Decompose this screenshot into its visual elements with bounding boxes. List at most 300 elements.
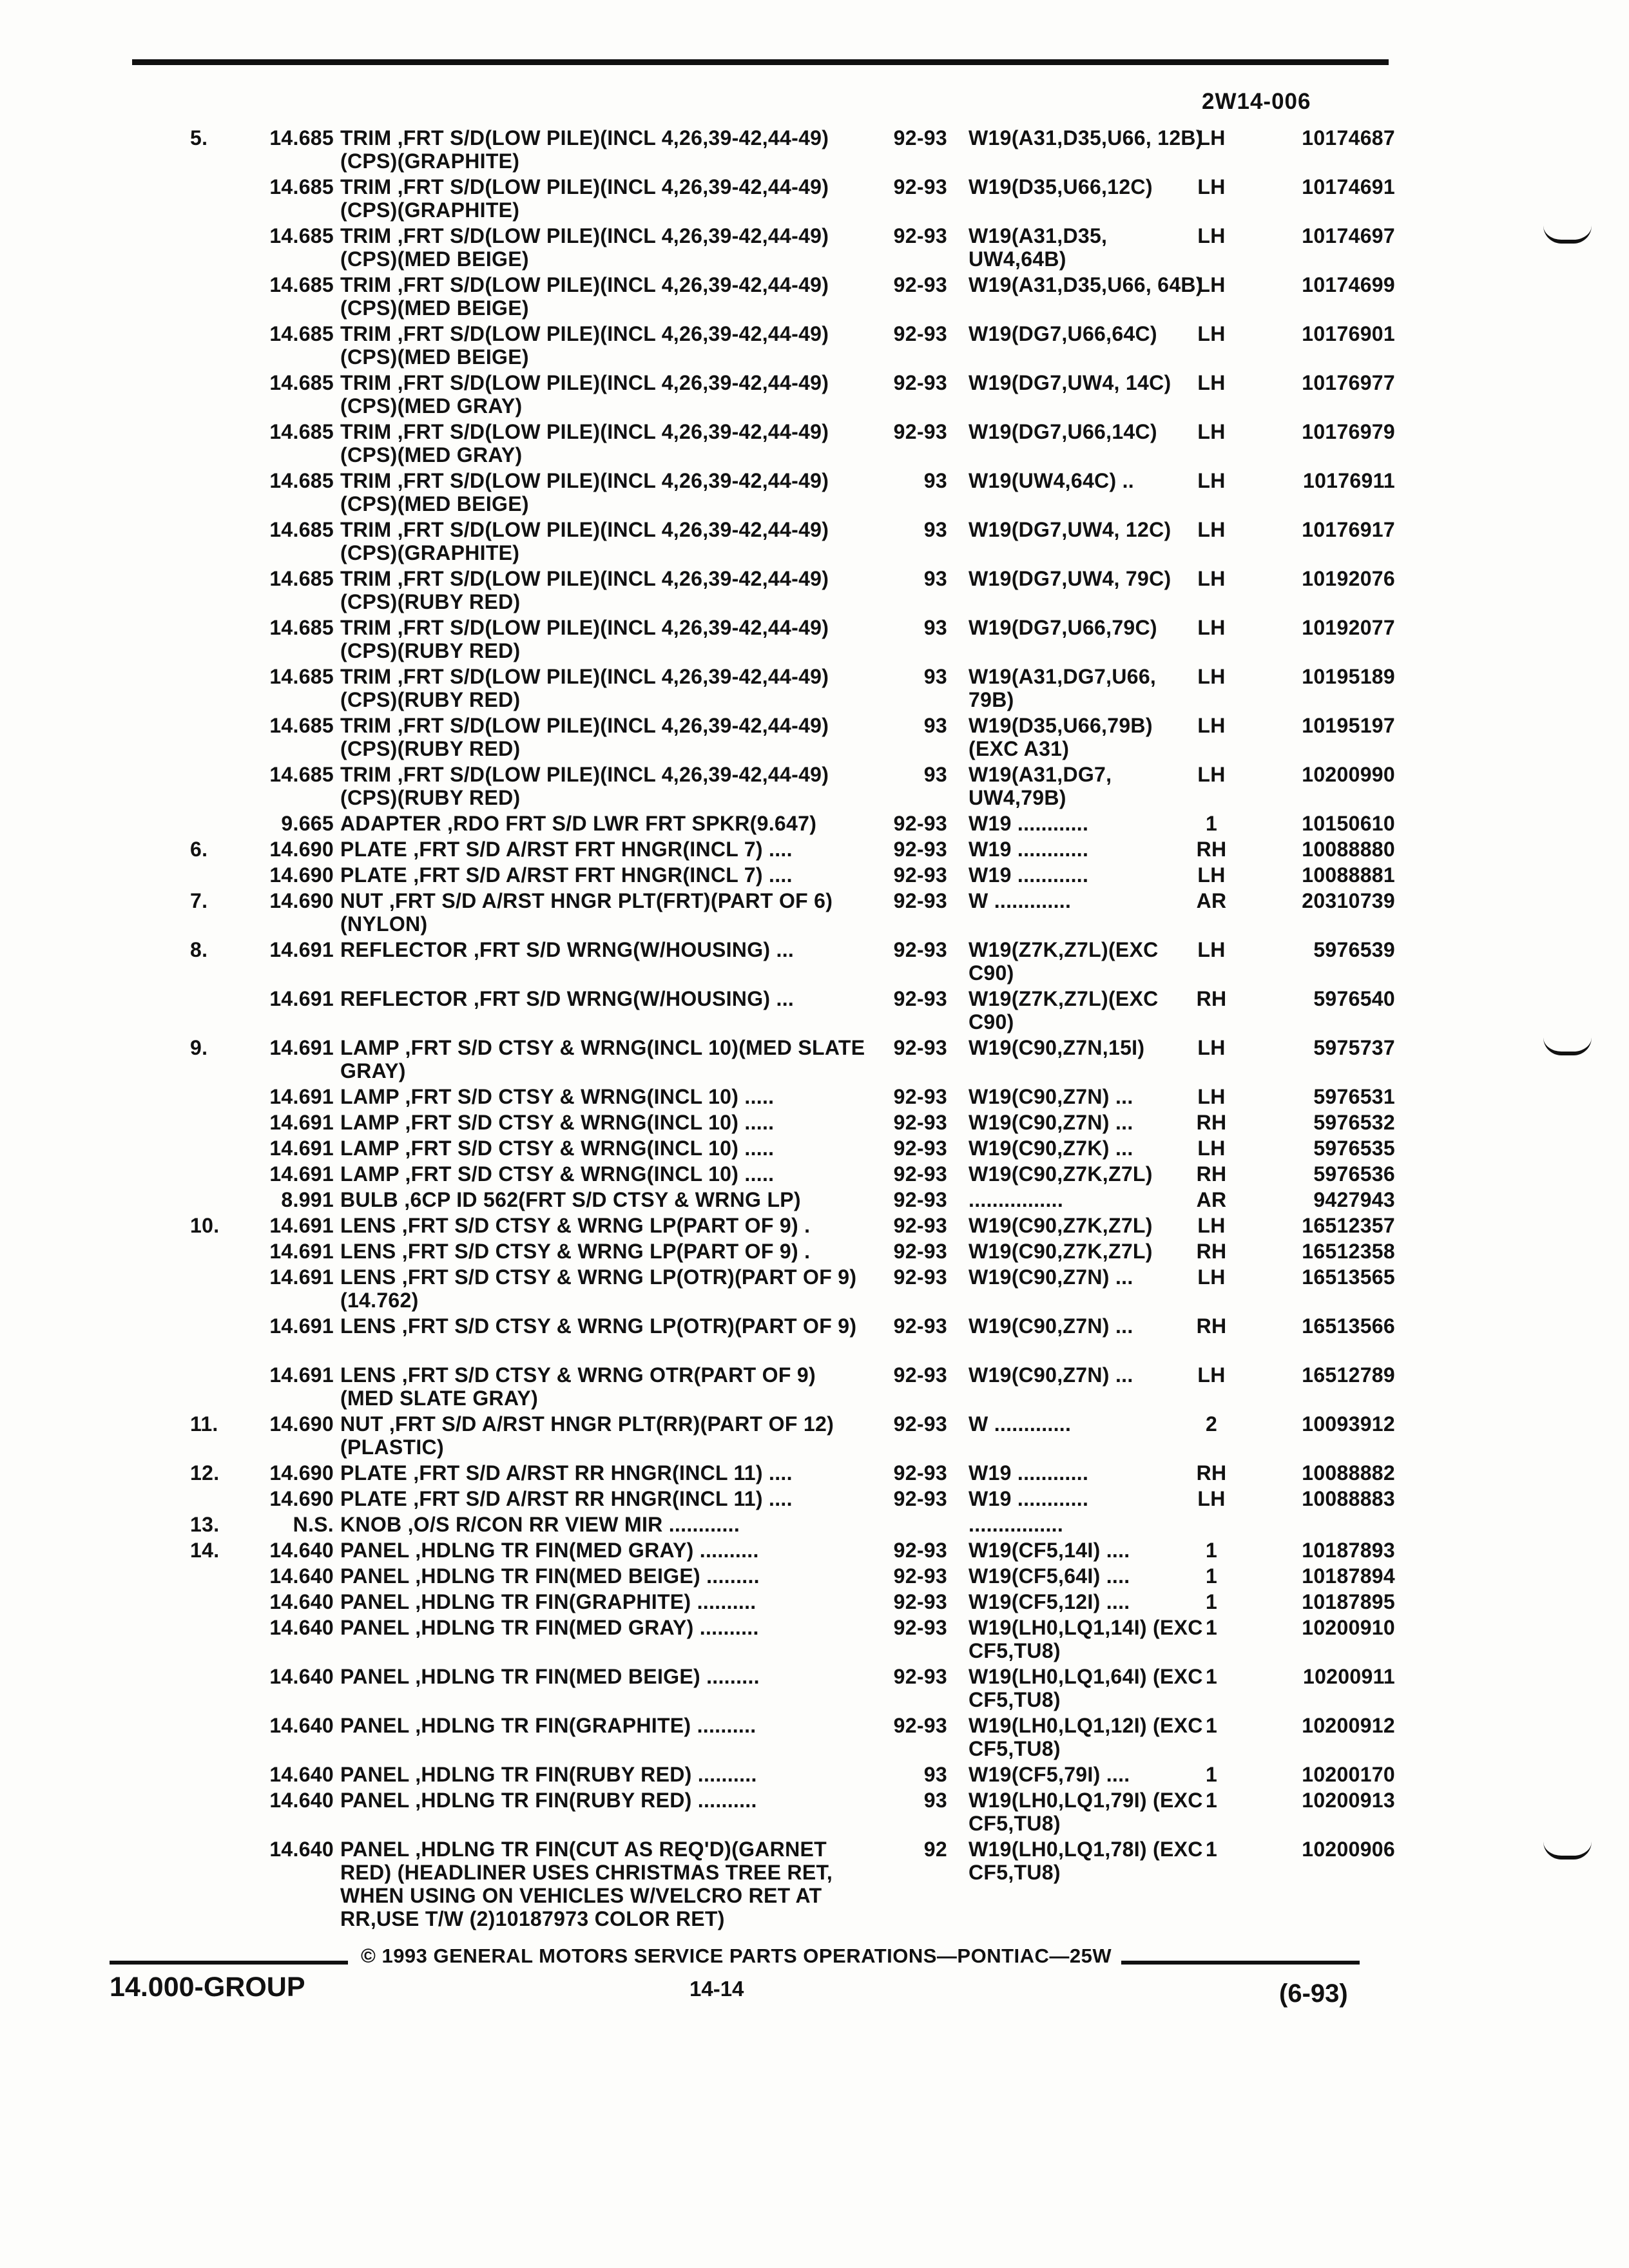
part-row bbox=[0, 371, 1629, 418]
group-number: 14.685 bbox=[269, 224, 334, 247]
model-years: 93 bbox=[923, 469, 947, 492]
description: LAMP ,FRT S/D CTSY & WRNG(INCL 10) ..... bbox=[340, 1162, 775, 1186]
application: W19(C90,Z7K) ... bbox=[969, 1137, 1133, 1160]
part-row bbox=[0, 1137, 1629, 1160]
part-row bbox=[0, 1265, 1629, 1312]
part-row bbox=[0, 1714, 1629, 1760]
application: W19(D35,U66,12C) bbox=[969, 175, 1153, 198]
model-years: 92-93 bbox=[893, 1214, 947, 1237]
model-years: 92-93 bbox=[893, 371, 947, 394]
application: W19(LH0,LQ1,79I) (EXC CF5,TU8) bbox=[969, 1789, 1203, 1835]
quantity: LH bbox=[1197, 938, 1226, 961]
part-number: 10150610 bbox=[1302, 812, 1395, 835]
group-number: 14.690 bbox=[269, 863, 334, 887]
quantity: LH bbox=[1197, 714, 1226, 737]
part-number: 16513565 bbox=[1302, 1265, 1395, 1289]
part-row bbox=[0, 1162, 1629, 1186]
group-number: N.S. bbox=[293, 1513, 334, 1536]
application: W19(DG7,U66,79C) bbox=[969, 616, 1157, 639]
model-years: 92-93 bbox=[893, 1036, 947, 1059]
model-years: 92-93 bbox=[893, 1487, 947, 1510]
description: REFLECTOR ,FRT S/D WRNG(W/HOUSING) ... bbox=[340, 987, 795, 1010]
part-row bbox=[0, 224, 1629, 271]
quantity: 1 bbox=[1205, 1838, 1218, 1861]
application: W19(Z7K,Z7L)(EXC C90) bbox=[969, 987, 1159, 1033]
application: W19(C90,Z7K,Z7L) bbox=[969, 1162, 1153, 1186]
group-number: 14.640 bbox=[269, 1539, 334, 1562]
part-number: 10176917 bbox=[1302, 518, 1395, 541]
description: TRIM ,FRT S/D(LOW PILE)(INCL 4,26,39-42,44-49)(CPS)(MED GRAY) bbox=[340, 371, 829, 418]
description: PLATE ,FRT S/D A/RST FRT HNGR(INCL 7) .... bbox=[340, 863, 793, 887]
group-number: 14.691 bbox=[269, 1137, 334, 1160]
application: W19(C90,Z7K,Z7L) bbox=[969, 1240, 1153, 1263]
description: BULB ,6CP ID 562(FRT S/D CTSY & WRNG LP) bbox=[340, 1188, 801, 1211]
model-years: 92-93 bbox=[893, 1412, 947, 1436]
model-years: 92-93 bbox=[893, 322, 947, 345]
description: LENS ,FRT S/D CTSY & WRNG OTR(PART OF 9) (MED SLATE GRAY) bbox=[340, 1363, 816, 1410]
group-number: 9.665 bbox=[281, 812, 334, 835]
part-number: 10174691 bbox=[1302, 175, 1395, 198]
application: W19(CF5,64I) .... bbox=[969, 1564, 1130, 1588]
group-number: 14.640 bbox=[269, 1763, 334, 1786]
part-number: 5976539 bbox=[1313, 938, 1395, 961]
quantity: AR bbox=[1196, 889, 1227, 912]
part-row bbox=[0, 1590, 1629, 1613]
application: W19(LH0,LQ1,78I) (EXC CF5,TU8) bbox=[969, 1838, 1203, 1884]
part-row bbox=[0, 1539, 1629, 1562]
part-row bbox=[0, 518, 1629, 564]
description: TRIM ,FRT S/D(LOW PILE)(INCL 4,26,39-42,44-49)(CPS)(GRAPHITE) bbox=[340, 175, 829, 222]
description: PLATE ,FRT S/D A/RST FRT HNGR(INCL 7) .... bbox=[340, 838, 793, 861]
part-number: 10200911 bbox=[1302, 1665, 1395, 1688]
part-number: 10088883 bbox=[1302, 1487, 1395, 1510]
part-number: 9427943 bbox=[1313, 1188, 1395, 1211]
part-number: 20310739 bbox=[1302, 889, 1395, 912]
description: LENS ,FRT S/D CTSY & WRNG LP(PART OF 9) . bbox=[340, 1240, 811, 1263]
page-code: 2W14-006 bbox=[1202, 89, 1311, 114]
application: W19(CF5,12I) .... bbox=[969, 1590, 1130, 1613]
model-years: 92-93 bbox=[893, 1265, 947, 1289]
part-number: 10088881 bbox=[1302, 863, 1395, 887]
description: TRIM ,FRT S/D(LOW PILE)(INCL 4,26,39-42,44-49)(CPS)(RUBY RED) bbox=[340, 665, 829, 711]
ref-number: 5. bbox=[190, 126, 208, 149]
part-number: 10176977 bbox=[1302, 371, 1395, 394]
description: PANEL ,HDLNG TR FIN(MED BEIGE) ......... bbox=[340, 1564, 760, 1588]
description: LENS ,FRT S/D CTSY & WRNG LP(PART OF 9) . bbox=[340, 1214, 811, 1237]
group-number: 14.691 bbox=[269, 1111, 334, 1134]
quantity: LH bbox=[1197, 1214, 1226, 1237]
part-number: 5976532 bbox=[1313, 1111, 1395, 1134]
model-years: 92-93 bbox=[893, 1363, 947, 1387]
application: W19(CF5,14I) .... bbox=[969, 1539, 1130, 1562]
application: W19(C90,Z7N) ... bbox=[969, 1314, 1133, 1338]
part-row bbox=[0, 567, 1629, 613]
model-years: 92 bbox=[923, 1838, 947, 1861]
model-years: 92-93 bbox=[893, 1240, 947, 1263]
group-number: 14.691 bbox=[269, 1214, 334, 1237]
model-years: 92-93 bbox=[893, 1590, 947, 1613]
part-row bbox=[0, 889, 1629, 936]
quantity: AR bbox=[1196, 1188, 1227, 1211]
quantity: LH bbox=[1197, 665, 1226, 688]
part-number: 16512357 bbox=[1302, 1214, 1395, 1237]
group-number: 14.690 bbox=[269, 1461, 334, 1485]
application: W19(C90,Z7K,Z7L) bbox=[969, 1214, 1153, 1237]
description: LAMP ,FRT S/D CTSY & WRNG(INCL 10) ..... bbox=[340, 1085, 775, 1108]
application: W19 ............ bbox=[969, 838, 1089, 861]
quantity: LH bbox=[1197, 322, 1226, 345]
quantity: LH bbox=[1197, 1137, 1226, 1160]
description: TRIM ,FRT S/D(LOW PILE)(INCL 4,26,39-42,44-49)(CPS)(MED BEIGE) bbox=[340, 224, 829, 271]
quantity: RH bbox=[1196, 1240, 1227, 1263]
parts-list bbox=[0, 126, 1629, 1930]
part-row bbox=[0, 175, 1629, 222]
quantity: LH bbox=[1197, 1363, 1226, 1387]
description: PANEL ,HDLNG TR FIN(MED GRAY) .......... bbox=[340, 1539, 759, 1562]
part-row bbox=[0, 1314, 1629, 1361]
quantity: 1 bbox=[1205, 1763, 1218, 1786]
group-number: 8.991 bbox=[281, 1188, 334, 1211]
group-number: 14.685 bbox=[269, 469, 334, 492]
model-years: 92-93 bbox=[893, 1564, 947, 1588]
part-row bbox=[0, 1188, 1629, 1211]
part-number: 10187893 bbox=[1302, 1539, 1395, 1562]
part-row bbox=[0, 273, 1629, 320]
footer-rule-left bbox=[110, 1961, 348, 1965]
quantity: LH bbox=[1197, 616, 1226, 639]
group-number: 14.691 bbox=[269, 1314, 334, 1338]
model-years: 92-93 bbox=[893, 420, 947, 443]
application: W19(C90,Z7N) ... bbox=[969, 1111, 1133, 1134]
quantity: RH bbox=[1196, 838, 1227, 861]
model-years: 92-93 bbox=[893, 1665, 947, 1688]
part-row bbox=[0, 469, 1629, 515]
part-number: 10187895 bbox=[1302, 1590, 1395, 1613]
part-row bbox=[0, 1564, 1629, 1588]
part-row bbox=[0, 1240, 1629, 1263]
ref-number: 6. bbox=[190, 838, 208, 861]
part-number: 16513566 bbox=[1302, 1314, 1395, 1338]
ref-number: 7. bbox=[190, 889, 208, 912]
description: PANEL ,HDLNG TR FIN(MED BEIGE) ......... bbox=[340, 1665, 760, 1688]
application: W19(DG7,U66,14C) bbox=[969, 420, 1157, 443]
quantity: RH bbox=[1196, 1314, 1227, 1338]
part-number: 10187894 bbox=[1302, 1564, 1395, 1588]
description: TRIM ,FRT S/D(LOW PILE)(INCL 4,26,39-42,44-49)(CPS)(MED GRAY) bbox=[340, 420, 829, 466]
part-number: 10176911 bbox=[1302, 469, 1395, 492]
group-number: 14.640 bbox=[269, 1590, 334, 1613]
model-years: 92-93 bbox=[893, 273, 947, 296]
quantity: 1 bbox=[1205, 1564, 1218, 1588]
model-years: 93 bbox=[923, 763, 947, 786]
model-years: 92-93 bbox=[893, 1162, 947, 1186]
description: PLATE ,FRT S/D A/RST RR HNGR(INCL 11) .... bbox=[340, 1487, 793, 1510]
part-row bbox=[0, 665, 1629, 711]
part-number: 10088880 bbox=[1302, 838, 1395, 861]
part-row bbox=[0, 812, 1629, 835]
part-row bbox=[0, 987, 1629, 1033]
part-row bbox=[0, 1513, 1629, 1536]
application: W19 ............ bbox=[969, 812, 1089, 835]
footer-date-code: (6-93) bbox=[1279, 1979, 1348, 2008]
ref-number: 8. bbox=[190, 938, 208, 961]
ref-number: 9. bbox=[190, 1036, 208, 1059]
quantity: LH bbox=[1197, 1036, 1226, 1059]
part-number: 10200906 bbox=[1302, 1838, 1395, 1861]
application: W19(A31,D35,U66, 12B) bbox=[969, 126, 1203, 149]
quantity: LH bbox=[1197, 763, 1226, 786]
model-years: 92-93 bbox=[893, 224, 947, 247]
part-row bbox=[0, 420, 1629, 466]
application: W19(C90,Z7N) ... bbox=[969, 1265, 1133, 1289]
quantity: LH bbox=[1197, 469, 1226, 492]
group-number: 14.691 bbox=[269, 1162, 334, 1186]
part-number: 10176901 bbox=[1302, 322, 1395, 345]
model-years: 93 bbox=[923, 665, 947, 688]
group-number: 14.691 bbox=[269, 1363, 334, 1387]
application: W19(C90,Z7N) ... bbox=[969, 1085, 1133, 1108]
quantity: LH bbox=[1197, 518, 1226, 541]
description: LAMP ,FRT S/D CTSY & WRNG(INCL 10)(MED SLATE GRAY) bbox=[340, 1036, 865, 1082]
description: LAMP ,FRT S/D CTSY & WRNG(INCL 10) ..... bbox=[340, 1137, 775, 1160]
part-number: 10174687 bbox=[1302, 126, 1395, 149]
part-row bbox=[0, 1085, 1629, 1108]
group-number: 14.691 bbox=[269, 938, 334, 961]
description: PANEL ,HDLNG TR FIN(CUT AS REQ'D)(GARNET RED) (HEADLINER USES CHRISTMAS TREE RET, WHEN USING ON VEHICLES W/VELCRO RET AT RR,USE T/W (2)10187973 COLOR RET) bbox=[340, 1838, 833, 1930]
quantity: 1 bbox=[1205, 812, 1218, 835]
part-number: 5975737 bbox=[1313, 1036, 1395, 1059]
model-years: 93 bbox=[923, 1763, 947, 1786]
quantity: LH bbox=[1197, 567, 1226, 590]
footer-group: 14.000-GROUP bbox=[110, 1972, 305, 2003]
group-number: 14.690 bbox=[269, 1412, 334, 1436]
quantity: LH bbox=[1197, 273, 1226, 296]
model-years: 92-93 bbox=[893, 126, 947, 149]
quantity: LH bbox=[1197, 126, 1226, 149]
model-years: 93 bbox=[923, 1789, 947, 1812]
group-number: 14.690 bbox=[269, 889, 334, 912]
application: W19(DG7,U66,64C) bbox=[969, 322, 1157, 345]
description: NUT ,FRT S/D A/RST HNGR PLT(FRT)(PART OF 6)(NYLON) bbox=[340, 889, 833, 936]
part-number: 10200913 bbox=[1302, 1789, 1395, 1812]
part-row bbox=[0, 126, 1629, 173]
part-row bbox=[0, 1461, 1629, 1485]
description: PLATE ,FRT S/D A/RST RR HNGR(INCL 11) .... bbox=[340, 1461, 793, 1485]
group-number: 14.685 bbox=[269, 175, 334, 198]
application: W19(DG7,UW4, 12C) bbox=[969, 518, 1171, 541]
application: W19(Z7K,Z7L)(EXC C90) bbox=[969, 938, 1159, 985]
description: LENS ,FRT S/D CTSY & WRNG LP(OTR)(PART OF 9) bbox=[340, 1314, 857, 1338]
part-number: 10093912 bbox=[1302, 1412, 1395, 1436]
part-number: 5976535 bbox=[1313, 1137, 1395, 1160]
part-number: 10192076 bbox=[1302, 567, 1395, 590]
ref-number: 10. bbox=[190, 1214, 220, 1237]
description: PANEL ,HDLNG TR FIN(MED GRAY) .......... bbox=[340, 1616, 759, 1639]
group-number: 14.685 bbox=[269, 518, 334, 541]
group-number: 14.685 bbox=[269, 126, 334, 149]
group-number: 14.691 bbox=[269, 1036, 334, 1059]
ref-number: 12. bbox=[190, 1461, 220, 1485]
group-number: 14.685 bbox=[269, 371, 334, 394]
part-number: 16512789 bbox=[1302, 1363, 1395, 1387]
part-number: 16512358 bbox=[1302, 1240, 1395, 1263]
description: PANEL ,HDLNG TR FIN(RUBY RED) .......... bbox=[340, 1763, 757, 1786]
model-years: 92-93 bbox=[893, 1714, 947, 1737]
group-number: 14.685 bbox=[269, 273, 334, 296]
quantity: RH bbox=[1196, 1162, 1227, 1186]
description: TRIM ,FRT S/D(LOW PILE)(INCL 4,26,39-42,44-49)(CPS)(GRAPHITE) bbox=[340, 518, 829, 564]
model-years: 93 bbox=[923, 518, 947, 541]
part-row bbox=[0, 322, 1629, 369]
quantity: RH bbox=[1196, 1111, 1227, 1134]
group-number: 14.690 bbox=[269, 1487, 334, 1510]
quantity: 1 bbox=[1205, 1665, 1218, 1688]
application: W19(DG7,UW4, 14C) bbox=[969, 371, 1171, 394]
model-years: 92-93 bbox=[893, 1085, 947, 1108]
model-years: 93 bbox=[923, 567, 947, 590]
part-number: 10195197 bbox=[1302, 714, 1395, 737]
application: W19(C90,Z7N) ... bbox=[969, 1363, 1133, 1387]
ref-number: 14. bbox=[190, 1539, 220, 1562]
application: W ............. bbox=[969, 889, 1072, 912]
application: W19(A31,DG7, UW4,79B) bbox=[969, 763, 1112, 809]
application: W19 ............ bbox=[969, 1461, 1089, 1485]
model-years: 92-93 bbox=[893, 812, 947, 835]
quantity: LH bbox=[1197, 224, 1226, 247]
model-years: 92-93 bbox=[893, 175, 947, 198]
part-row bbox=[0, 1363, 1629, 1410]
part-number: 10174699 bbox=[1302, 273, 1395, 296]
footer-page-number: 14-14 bbox=[689, 1977, 744, 2001]
group-number: 14.685 bbox=[269, 665, 334, 688]
group-number: 14.691 bbox=[269, 987, 334, 1010]
group-number: 14.640 bbox=[269, 1616, 334, 1639]
description: LENS ,FRT S/D CTSY & WRNG LP(OTR)(PART OF 9)(14.762) bbox=[340, 1265, 857, 1312]
part-row bbox=[0, 838, 1629, 861]
model-years: 92-93 bbox=[893, 889, 947, 912]
description: TRIM ,FRT S/D(LOW PILE)(INCL 4,26,39-42,44-49)(CPS)(RUBY RED) bbox=[340, 763, 829, 809]
quantity: LH bbox=[1197, 420, 1226, 443]
quantity: LH bbox=[1197, 371, 1226, 394]
group-number: 14.685 bbox=[269, 763, 334, 786]
group-number: 14.690 bbox=[269, 838, 334, 861]
quantity: 1 bbox=[1205, 1616, 1218, 1639]
quantity: LH bbox=[1197, 1265, 1226, 1289]
model-years: 92-93 bbox=[893, 863, 947, 887]
quantity: 1 bbox=[1205, 1714, 1218, 1737]
part-number: 10200910 bbox=[1302, 1616, 1395, 1639]
application: W19(A31,D35,U66, 64B) bbox=[969, 273, 1203, 296]
application: W19 ............ bbox=[969, 863, 1089, 887]
description: ADAPTER ,RDO FRT S/D LWR FRT SPKR(9.647) bbox=[340, 812, 817, 835]
part-row bbox=[0, 1789, 1629, 1835]
application: W19(LH0,LQ1,12I) (EXC CF5,TU8) bbox=[969, 1714, 1203, 1760]
group-number: 14.691 bbox=[269, 1265, 334, 1289]
part-number: 10200990 bbox=[1302, 763, 1395, 786]
part-number: 5976540 bbox=[1313, 987, 1395, 1010]
description: REFLECTOR ,FRT S/D WRNG(W/HOUSING) ... bbox=[340, 938, 795, 961]
group-number: 14.691 bbox=[269, 1240, 334, 1263]
quantity: LH bbox=[1197, 175, 1226, 198]
model-years: 92-93 bbox=[893, 1539, 947, 1562]
part-row bbox=[0, 1665, 1629, 1711]
part-row bbox=[0, 1111, 1629, 1134]
model-years: 92-93 bbox=[893, 1111, 947, 1134]
part-row bbox=[0, 1838, 1629, 1930]
group-number: 14.640 bbox=[269, 1838, 334, 1861]
model-years: 92-93 bbox=[893, 938, 947, 961]
part-row bbox=[0, 616, 1629, 662]
quantity: LH bbox=[1197, 1085, 1226, 1108]
group-number: 14.640 bbox=[269, 1665, 334, 1688]
group-number: 14.685 bbox=[269, 567, 334, 590]
group-number: 14.685 bbox=[269, 322, 334, 345]
part-row bbox=[0, 863, 1629, 887]
description: LAMP ,FRT S/D CTSY & WRNG(INCL 10) ..... bbox=[340, 1111, 775, 1134]
model-years: 92-93 bbox=[893, 1314, 947, 1338]
part-number: 10192077 bbox=[1302, 616, 1395, 639]
footer-copyright: © 1993 GENERAL MOTORS SERVICE PARTS OPERATIONS—PONTIAC—25W bbox=[361, 1945, 1112, 1967]
model-years: 93 bbox=[923, 616, 947, 639]
model-years: 92-93 bbox=[893, 1616, 947, 1639]
part-number: 10174697 bbox=[1302, 224, 1395, 247]
description: TRIM ,FRT S/D(LOW PILE)(INCL 4,26,39-42,44-49)(CPS)(RUBY RED) bbox=[340, 714, 829, 760]
part-row bbox=[0, 763, 1629, 809]
part-row bbox=[0, 1214, 1629, 1237]
group-number: 14.640 bbox=[269, 1714, 334, 1737]
part-row bbox=[0, 1036, 1629, 1082]
description: TRIM ,FRT S/D(LOW PILE)(INCL 4,26,39-42,44-49)(CPS)(MED BEIGE) bbox=[340, 273, 829, 320]
group-number: 14.685 bbox=[269, 714, 334, 737]
part-number: 5976531 bbox=[1313, 1085, 1395, 1108]
application: W19(UW4,64C) .. bbox=[969, 469, 1134, 492]
description: TRIM ,FRT S/D(LOW PILE)(INCL 4,26,39-42,44-49)(CPS)(MED BEIGE) bbox=[340, 469, 829, 515]
part-row bbox=[0, 1487, 1629, 1510]
model-years: 92-93 bbox=[893, 1188, 947, 1211]
application: W19(D35,U66,79B) (EXC A31) bbox=[969, 714, 1153, 760]
description: TRIM ,FRT S/D(LOW PILE)(INCL 4,26,39-42,44-49)(CPS)(GRAPHITE) bbox=[340, 126, 829, 173]
quantity: RH bbox=[1196, 1461, 1227, 1485]
application: W19(DG7,UW4, 79C) bbox=[969, 567, 1171, 590]
part-row bbox=[0, 1412, 1629, 1459]
group-number: 14.640 bbox=[269, 1789, 334, 1812]
application: W19(CF5,79I) .... bbox=[969, 1763, 1130, 1786]
application: ................ bbox=[969, 1188, 1064, 1211]
footer-rule-right bbox=[1121, 1961, 1360, 1965]
model-years: 92-93 bbox=[893, 1137, 947, 1160]
description: TRIM ,FRT S/D(LOW PILE)(INCL 4,26,39-42,44-49)(CPS)(MED BEIGE) bbox=[340, 322, 829, 369]
application: W19(LH0,LQ1,14I) (EXC CF5,TU8) bbox=[969, 1616, 1203, 1662]
ref-number: 13. bbox=[190, 1513, 220, 1536]
description: PANEL ,HDLNG TR FIN(GRAPHITE) .......... bbox=[340, 1590, 757, 1613]
part-number: 10200170 bbox=[1302, 1763, 1395, 1786]
part-number: 10176979 bbox=[1302, 420, 1395, 443]
application: W19(C90,Z7N,15I) bbox=[969, 1036, 1145, 1059]
ref-number: 11. bbox=[190, 1412, 218, 1436]
part-number: 10088882 bbox=[1302, 1461, 1395, 1485]
top-rule bbox=[132, 59, 1389, 65]
group-number: 14.691 bbox=[269, 1085, 334, 1108]
application: W19(A31,D35, UW4,64B) bbox=[969, 224, 1108, 271]
description: PANEL ,HDLNG TR FIN(GRAPHITE) .......... bbox=[340, 1714, 757, 1737]
quantity: 2 bbox=[1205, 1412, 1218, 1436]
description: TRIM ,FRT S/D(LOW PILE)(INCL 4,26,39-42,44-49)(CPS)(RUBY RED) bbox=[340, 616, 829, 662]
description: NUT ,FRT S/D A/RST HNGR PLT(RR)(PART OF 12)(PLASTIC) bbox=[340, 1412, 834, 1459]
model-years: 93 bbox=[923, 714, 947, 737]
model-years: 92-93 bbox=[893, 1461, 947, 1485]
model-years: 92-93 bbox=[893, 987, 947, 1010]
part-number: 10195189 bbox=[1302, 665, 1395, 688]
